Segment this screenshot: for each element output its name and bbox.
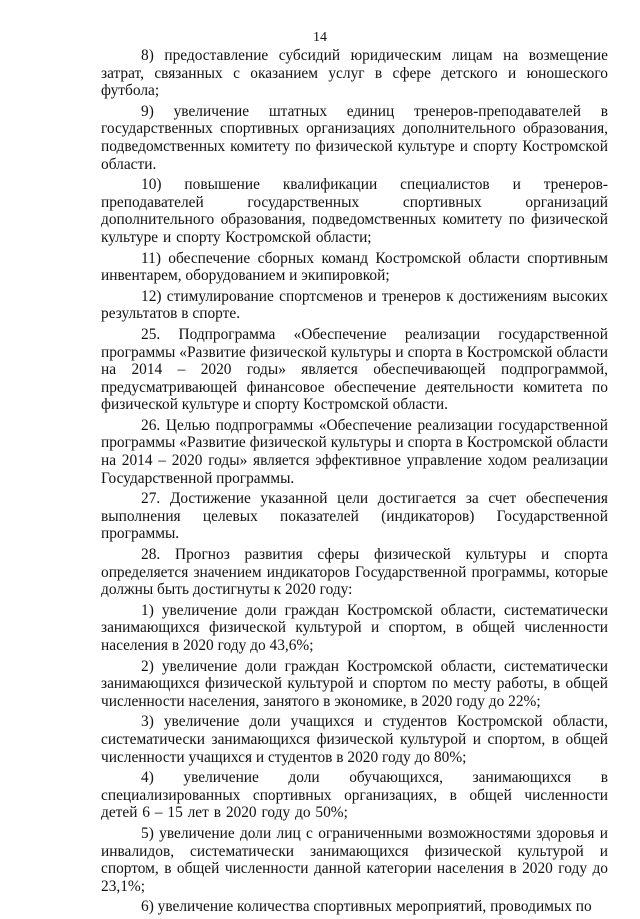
paragraph-section-26: 26. Целью подпрограммы «Обеспечение реализации государственной программы «Развитие физической культуры и спорта в Костромской области на 2014 – 2020 годы» является эффективное управление ходом реализации Государственной программы. — [101, 416, 608, 487]
page-number: 14 — [313, 30, 327, 45]
paragraph-section-27: 27. Достижение указанной цели достигается за счет обеспечения выполнения целевых показателей (индикаторов) Государственной программы. — [101, 490, 608, 543]
paragraph-item-12: 12) стимулирование спортсменов и тренеров к достижениям высоких результатов в спорте. — [101, 287, 608, 323]
indicator-item-5: 5) увеличение доли лиц с ограниченными возможностями здоровья и инвалидов, систематически занимающихся физической культурой и спортом, в общей численности данной категории населения в 2020 году до 23,1%; — [101, 824, 608, 895]
indicator-item-1: 1) увеличение доли граждан Костромской области, систематически занимающихся физической культурой и спортом, в общей численности населения в 2020 году до 43,6%; — [101, 601, 608, 654]
indicator-item-6: 6) увеличение количества спортивных мероприятий, проводимых по — [141, 898, 592, 916]
paragraph-item-10: 10) повышение квалификации специалистов и тренеров-преподавателей государственных спортивных организаций дополнительного образования, подведомственных комитету по физической культуре и спорту Костромской области; — [101, 176, 608, 246]
paragraph-item-11: 11) обеспечение сборных команд Костромской области спортивным инвентарем, оборудованием и экипировкой; — [101, 249, 608, 285]
indicator-item-2: 2) увеличение доли граждан Костромской области, систематически занимающихся физической культурой и спортом по месту работы, в общей численности населения, занятого в экономике, в 2020 году до 22%; — [101, 657, 608, 710]
paragraph-item-9: 9) увеличение штатных единиц тренеров-преподавателей в государственных спортивных организациях дополнительного образования, подведомственных комитету по физической культуре и спорту Костромской области. — [101, 102, 608, 173]
paragraph-item-8: 8) предоставление субсидий юридическим лицам на возмещение затрат, связанных с оказанием услуг в сфере детского и юношеского футбола; — [101, 47, 608, 100]
indicator-item-3: 3) увеличение доли учащихся и студентов Костромской области, систематически занимающихся физической культурой и спортом, в общей численности учащихся и студентов в 2020 году до 80%; — [101, 713, 608, 766]
paragraph-section-25: 25. Подпрограмма «Обеспечение реализации государственной программы «Развитие физической культуры и спорта в Костромской области на 2014 – 2020 годы» является обеспечивающей подпрограммой, предусматривающей финансовое обеспечение деятельности комитета по физической культуре и спорту Костромской области. — [101, 325, 608, 414]
paragraph-section-28: 28. Прогноз развития сферы физической культуры и спорта определяется значением индикаторов Государственной программы, которые должны быть достигнуты к 2020 году: — [101, 546, 608, 599]
indicator-item-4: 4) увеличение доли обучающихся, занимающихся в специализированных спортивных организациях, в общей численности детей 6 – 15 лет в 2020 году до 50%; — [101, 769, 608, 822]
document-body — [101, 47, 608, 919]
